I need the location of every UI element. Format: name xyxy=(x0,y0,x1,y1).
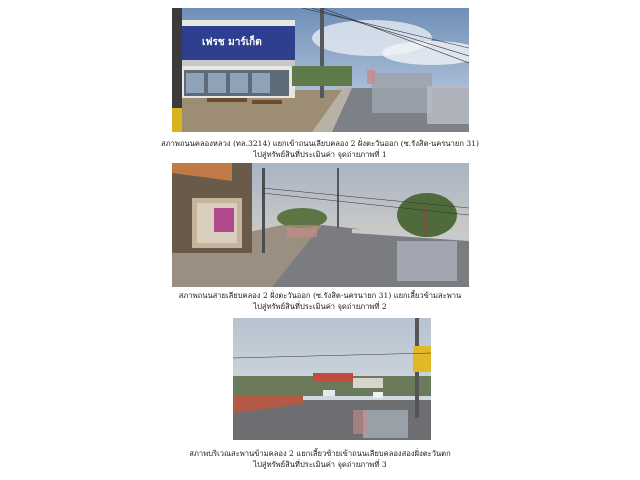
caption-3-line-1: สภาพบริเวณสะพานข้ามคลอง 2 แยกเลี้ยวซ้ายเข้าถนนเลียบคลองสองฝั่งตะวันตก xyxy=(189,449,451,458)
caption-3-line-2: ไปสู่ทรัพย์สินที่ประเมินค่า จุดถ่ายภาพที่ 3 xyxy=(253,460,387,469)
caption-3 xyxy=(120,448,520,470)
caption-1 xyxy=(120,138,520,160)
street-photo-2-image xyxy=(172,163,469,287)
site-photo-2 xyxy=(172,163,469,287)
site-photo-3 xyxy=(233,318,431,440)
caption-2-line-1: สภาพถนนสายเลียบคลอง 2 ฝั่งตะวันออก (ซ.รังสิต-นครนายก 31) แยกเลี้ยวข้ามสะพาน xyxy=(178,291,462,300)
caption-1-line-2: ไปสู่ทรัพย์สินที่ประเมินค่า จุดถ่ายภาพที่ 1 xyxy=(253,150,387,159)
shop-sign: เฟรช มาร์เก็ต xyxy=(202,37,262,48)
caption-2-line-2: ไปสู่ทรัพย์สินที่ประเมินค่า จุดถ่ายภาพที่ 2 xyxy=(253,302,387,311)
caption-2 xyxy=(120,290,520,312)
street-photo-3-image xyxy=(233,318,431,440)
caption-1-line-1: สภาพถนนคลองหลวง (ทล.3214) แยกเข้าถนนเลียบคลอง 2 ฝั่งตะวันออก (ซ.รังสิต-นครนายก 31) xyxy=(161,139,479,148)
site-photo-1 xyxy=(172,8,469,132)
street-photo-1-image xyxy=(172,8,469,132)
